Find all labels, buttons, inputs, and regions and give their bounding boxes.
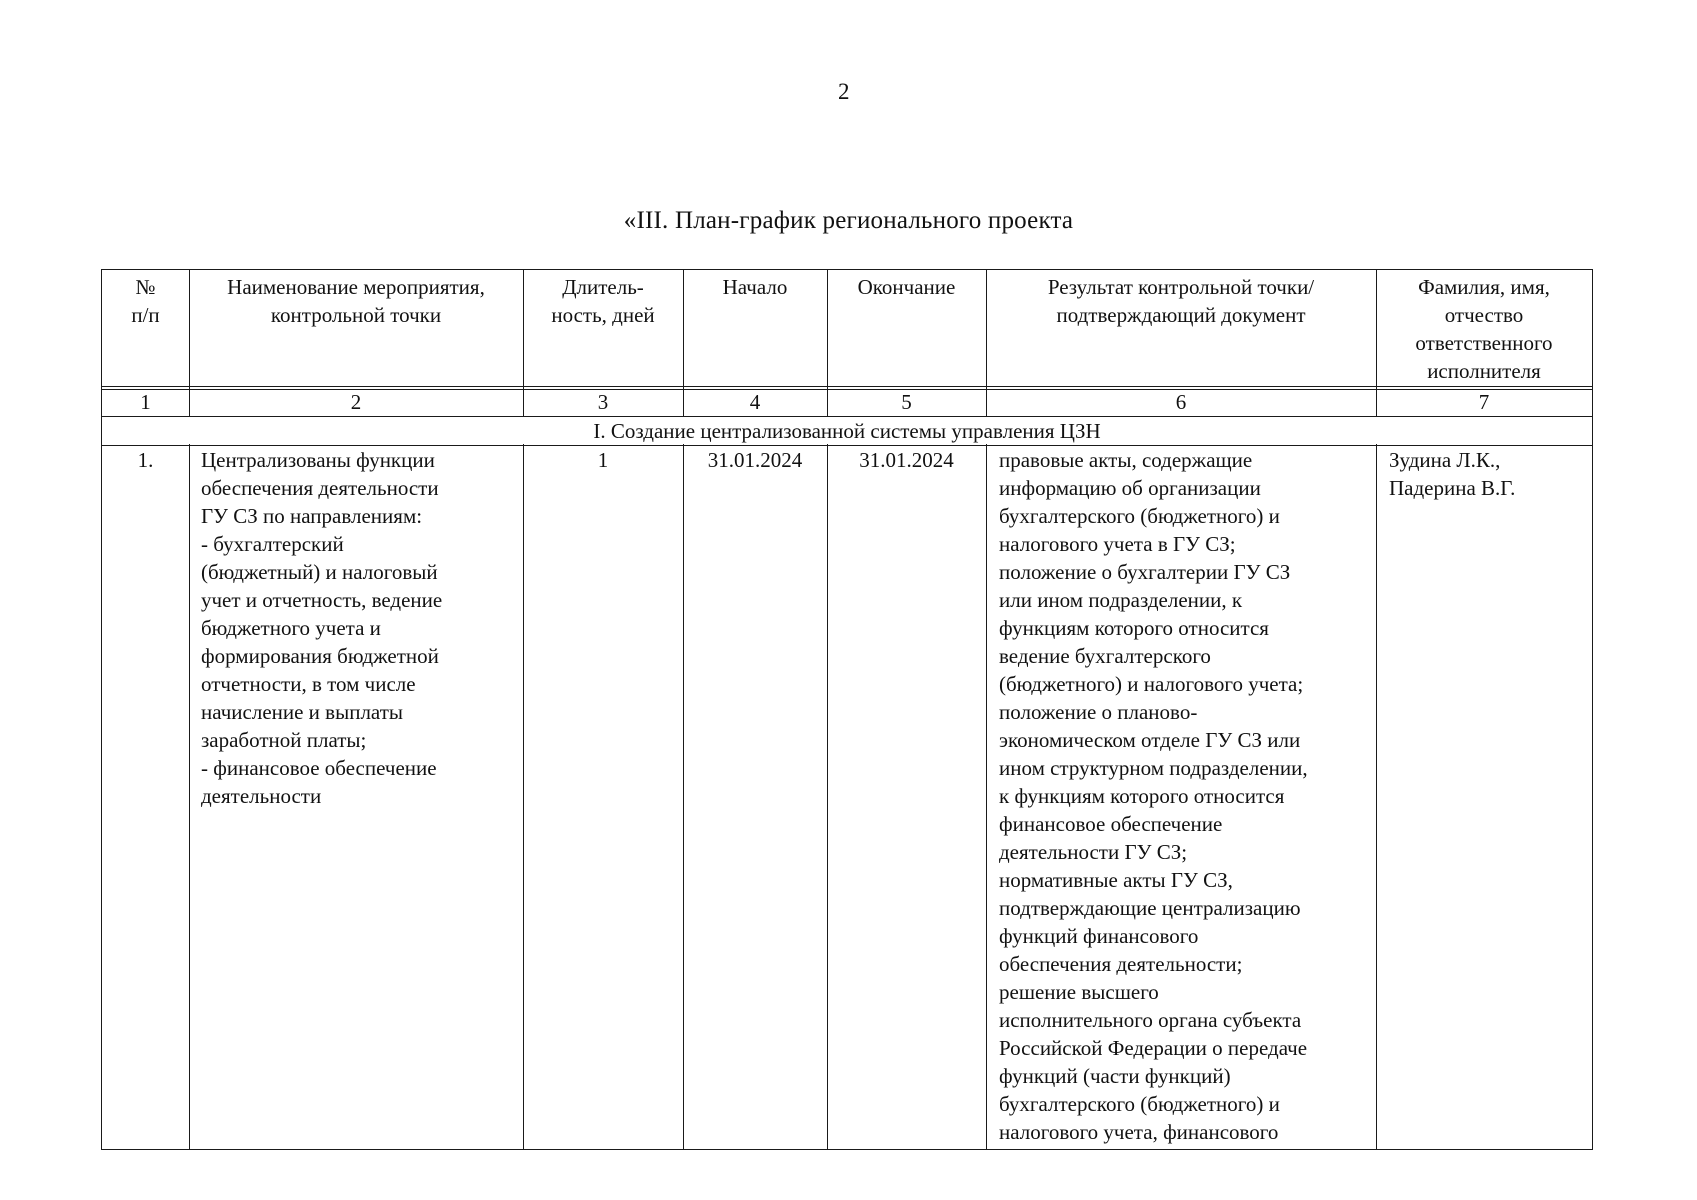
header-line: исполнителя	[1427, 359, 1541, 383]
result-line: бухгалтерского (бюджетного) и	[999, 504, 1280, 528]
header-cell-number	[102, 273, 189, 329]
result-line: к функциям которого относится	[999, 784, 1285, 808]
header-line: №	[135, 275, 156, 299]
column-number: 2	[350, 390, 362, 414]
header-line: отчество	[1444, 303, 1524, 327]
column-number: 6	[1175, 390, 1187, 414]
event-name-line: - бухгалтерский	[201, 532, 344, 556]
header-cell-duration	[523, 273, 683, 329]
header-cell-responsible	[1376, 273, 1592, 385]
row-divider	[102, 386, 1592, 387]
document-title: «III. План-график регионального проекта	[623, 207, 1074, 234]
event-name-line: отчетности, в том числе	[201, 672, 416, 696]
header-line: Результат контрольной точки/	[1047, 275, 1315, 299]
responsible-person	[1389, 446, 1589, 502]
event-name-line: ГУ СЗ по направлениям:	[201, 504, 423, 528]
event-name-line: (бюджетный) и налоговый	[201, 560, 438, 584]
column-number: 1	[140, 390, 151, 414]
result-line: правовые акты, содержащие	[999, 448, 1253, 472]
header-line: Фамилия, имя,	[1418, 275, 1550, 299]
result-line: функциям которого относится	[999, 616, 1269, 640]
result-line: финансовое обеспечение	[999, 812, 1223, 836]
result-line: налогового учета, финансового	[999, 1120, 1279, 1144]
result-line: или ином подразделении, к	[999, 588, 1243, 612]
column-number: 7	[1478, 390, 1490, 414]
header-cell-result	[986, 273, 1376, 329]
result-line: функций (части функций)	[999, 1064, 1231, 1088]
header-line: Длитель-	[562, 275, 644, 299]
result-line: функций финансового	[999, 924, 1199, 948]
result-line: налогового учета в ГУ СЗ;	[999, 532, 1236, 556]
event-name-line: заработной платы;	[201, 728, 367, 752]
event-name	[201, 446, 521, 810]
header-line: п/п	[131, 303, 160, 327]
result-document	[999, 446, 1375, 1146]
column-number: 4	[749, 390, 761, 414]
header-line: Начало	[722, 275, 788, 299]
result-line: положение о бухгалтерии ГУ СЗ	[999, 560, 1291, 584]
responsible-line: Падерина В.Г.	[1389, 476, 1516, 500]
header-cell-end	[827, 273, 986, 301]
header-line: ответственного	[1415, 331, 1553, 355]
row-number: 1.	[137, 448, 154, 472]
event-name-line: Централизованы функции	[201, 448, 435, 472]
result-line: деятельности ГУ СЗ;	[999, 840, 1188, 864]
result-line: экономическом отделе ГУ СЗ или	[999, 728, 1301, 752]
result-line: бухгалтерского (бюджетного) и	[999, 1092, 1280, 1116]
result-line: исполнительного органа субъекта	[999, 1008, 1302, 1032]
header-line: ность, дней	[551, 303, 655, 327]
result-line: решение высшего	[999, 980, 1159, 1004]
duration-value: 1	[597, 448, 609, 472]
section-title: I. Создание централизованной системы управления ЦЗН	[103, 417, 1591, 444]
result-line: подтверждающие централизацию	[999, 896, 1301, 920]
header-cell-name	[189, 273, 523, 329]
result-line: обеспечения деятельности;	[999, 952, 1243, 976]
result-line: положение о планово-	[999, 700, 1198, 724]
event-name-line: деятельности	[201, 784, 322, 808]
header-line: Окончание	[857, 275, 956, 299]
event-name-line: учет и отчетность, ведение	[201, 588, 443, 612]
result-line: ведение бухгалтерского	[999, 644, 1211, 668]
result-line: (бюджетного) и налогового учета;	[999, 672, 1304, 696]
result-line: Российской Федерации о передаче	[999, 1036, 1308, 1060]
page-number: 2	[838, 79, 850, 104]
event-name-line: бюджетного учета и	[201, 616, 381, 640]
header-cell-start	[683, 273, 827, 301]
header-line: подтверждающий документ	[1056, 303, 1306, 327]
end-date: 31.01.2024	[859, 448, 954, 472]
event-name-line: формирования бюджетной	[201, 644, 439, 668]
plan-schedule-table	[101, 269, 1593, 1150]
column-number: 5	[901, 390, 912, 414]
header-line: контрольной точки	[270, 303, 442, 327]
header-line: Наименование мероприятия,	[227, 275, 485, 299]
result-line: ином структурном подразделении,	[999, 756, 1308, 780]
start-date: 31.01.2024	[707, 448, 803, 472]
event-name-line: начисление и выплаты	[201, 700, 403, 724]
column-number: 3	[597, 390, 609, 414]
event-name-line: обеспечения деятельности	[201, 476, 439, 500]
event-name-line: - финансовое обеспечение	[201, 756, 437, 780]
result-line: нормативные акты ГУ СЗ,	[999, 868, 1233, 892]
result-line: информацию об организации	[999, 476, 1261, 500]
responsible-line: Зудина Л.К.,	[1389, 448, 1501, 472]
